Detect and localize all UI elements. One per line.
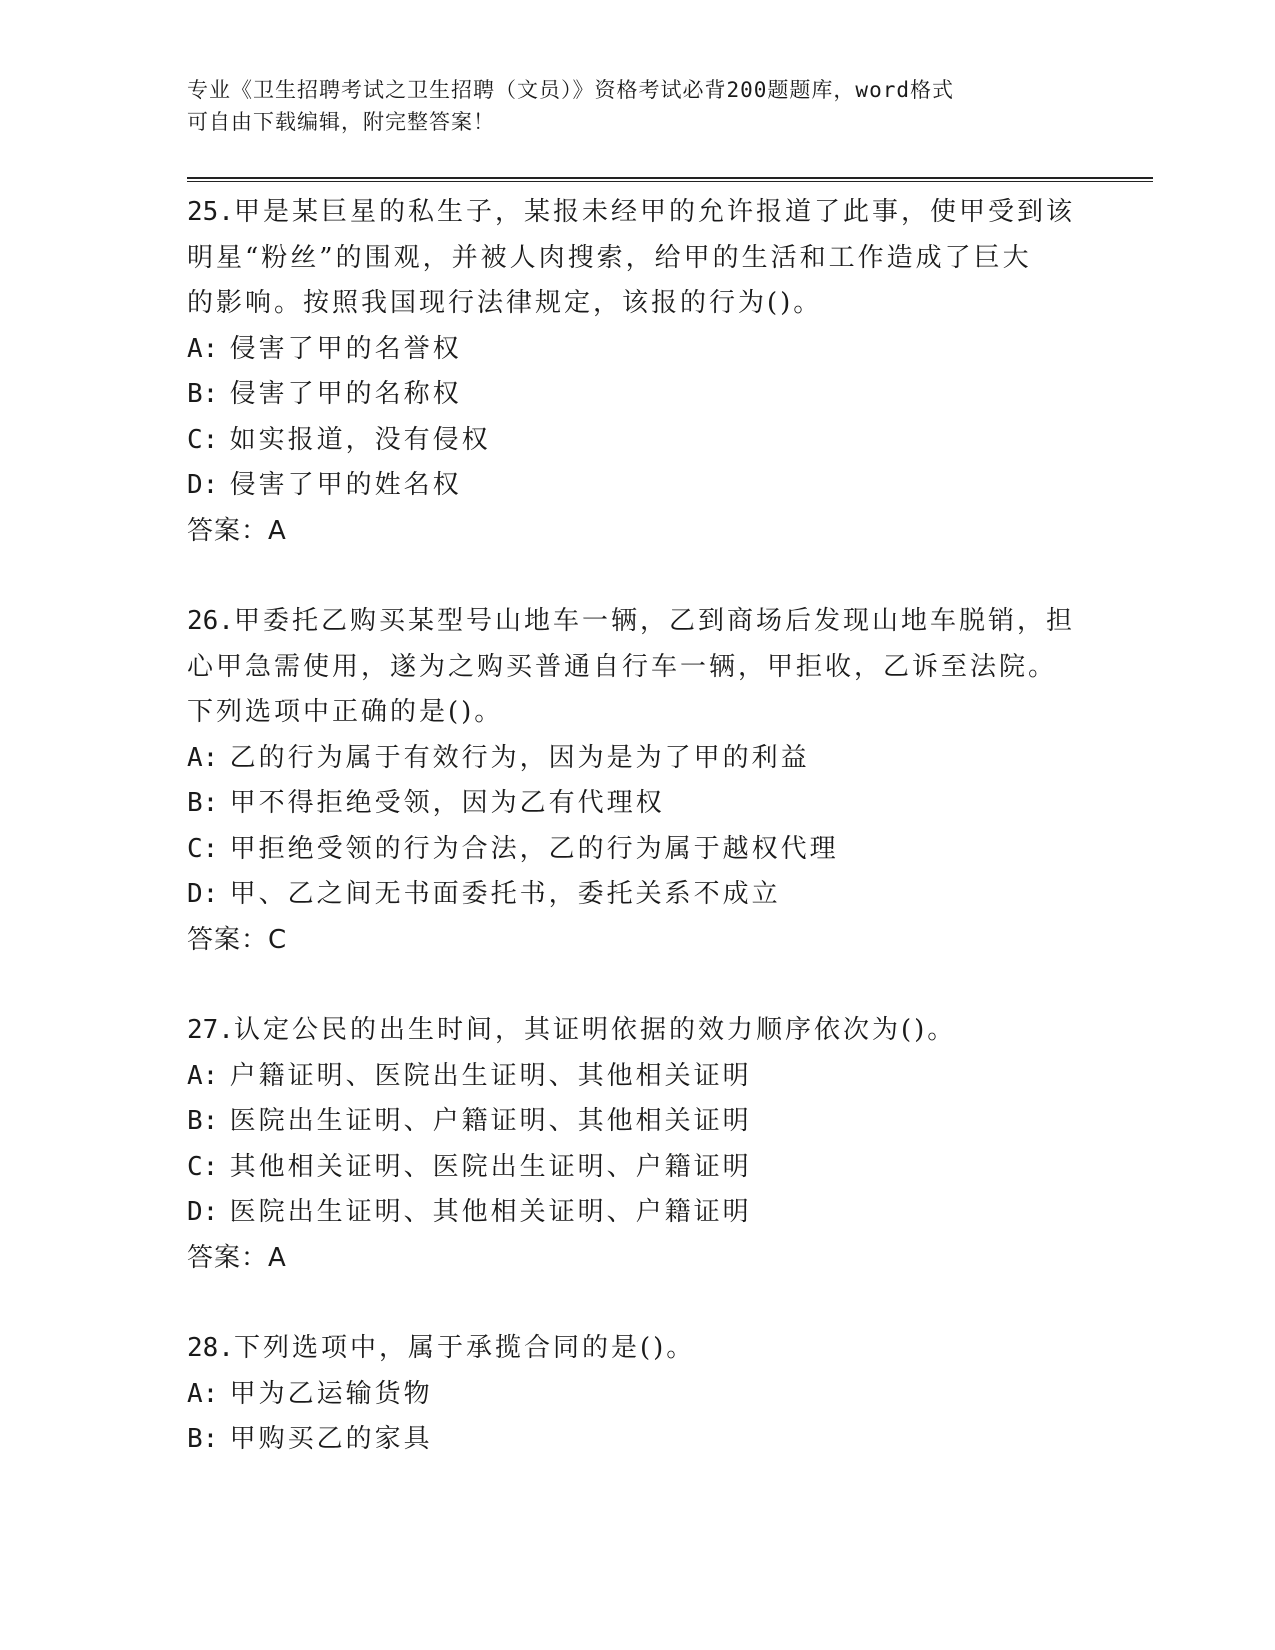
question-number: 25. (187, 197, 234, 227)
option-text: 甲不得拒绝受领，因为乙有代理权 (229, 788, 665, 818)
answer: 答案：A (187, 515, 287, 546)
option-letter: B: (187, 1424, 219, 1454)
option-text: 侵害了甲的姓名权 (229, 470, 462, 500)
stem-line: 甲委托乙购买某型号山地车一辆，乙到商场后发现山地车脱销，担 (233, 606, 1075, 636)
option-letter: C: (187, 424, 219, 455)
option-d (187, 1190, 1087, 1236)
option-text: 甲拒绝受领的行为合法，乙的行为属于越权代理 (229, 833, 839, 864)
question-number: 26. (187, 606, 234, 636)
option-text: 甲、乙之间无书面委托书，委托关系不成立 (229, 879, 781, 909)
option-text: 甲购买乙的家具 (229, 1424, 433, 1454)
question-number: 27. (187, 1015, 234, 1045)
question-28 (187, 1326, 1087, 1463)
option-text: 如实报道，没有侵权 (229, 424, 491, 455)
stem-line: 明星“粉丝”的围观，并被人肉搜索，给甲的生活和工作造成了巨大 (187, 242, 1032, 273)
option-text: 医院出生证明、户籍证明、其他相关证明 (229, 1106, 752, 1136)
option-letter: B: (187, 1106, 219, 1136)
option-text: 乙的行为属于有效行为，因为是为了甲的利益 (229, 742, 810, 773)
option-b (187, 1417, 1087, 1463)
option-d (187, 872, 1087, 918)
option-letter: C: (187, 833, 219, 864)
stem-line: 甲是某巨星的私生子，某报未经甲的允许报道了此事，使甲受到该 (233, 197, 1075, 227)
option-b (187, 1099, 1087, 1145)
option-text: 侵害了甲的名誉权 (229, 333, 462, 364)
option-c (187, 418, 1087, 464)
option-b (187, 372, 1087, 418)
option-letter: B: (187, 379, 219, 409)
option-letter: D: (187, 1197, 219, 1227)
question-25 (187, 190, 1087, 554)
question-26 (187, 599, 1087, 963)
option-a (187, 1372, 1087, 1418)
option-letter: A: (187, 742, 219, 773)
header-line-2: 可自由下载编辑，附完整答案！ (187, 110, 495, 134)
option-letter: D: (187, 879, 219, 909)
stem-line: 的影响。按照我国现行法律规定，该报的行为()。 (187, 288, 823, 318)
question-stem (187, 599, 1087, 736)
stem-line: 心甲急需使用，遂为之购买普通自行车一辆，甲拒收，乙诉至法院。 (187, 651, 1058, 682)
option-a (187, 1054, 1087, 1100)
option-text: 医院出生证明、其他相关证明、户籍证明 (229, 1197, 752, 1227)
option-letter: D: (187, 470, 219, 500)
document-header (187, 74, 1087, 138)
option-c (187, 827, 1087, 873)
option-text: 侵害了甲的名称权 (229, 379, 462, 409)
option-a (187, 736, 1087, 782)
option-letter: A: (187, 333, 219, 364)
option-d (187, 463, 1087, 509)
stem-line: 下列选项中，属于承揽合同的是()。 (233, 1333, 696, 1363)
option-b (187, 781, 1087, 827)
option-text: 其他相关证明、医院出生证明、户籍证明 (229, 1151, 752, 1182)
option-letter: A: (187, 1060, 219, 1091)
question-stem (187, 1326, 1087, 1372)
option-text: 甲为乙运输货物 (229, 1378, 433, 1409)
option-text: 户籍证明、医院出生证明、其他相关证明 (229, 1060, 752, 1091)
answer: 答案：A (187, 1242, 287, 1273)
answer: 答案：C (187, 924, 288, 955)
question-27 (187, 1008, 1087, 1281)
header-line-1: 专业《卫生招聘考试之卫生招聘（文员）》资格考试必背200题题库，word格式 (187, 78, 954, 102)
option-c (187, 1145, 1087, 1191)
header-divider (187, 177, 1153, 182)
question-number: 28. (187, 1333, 234, 1363)
question-stem (187, 190, 1087, 327)
stem-line: 下列选项中正确的是()。 (187, 697, 504, 727)
option-letter: A: (187, 1378, 219, 1409)
question-stem (187, 1008, 1087, 1054)
question-list (187, 190, 1087, 1508)
option-a (187, 327, 1087, 373)
option-letter: C: (187, 1151, 219, 1182)
option-letter: B: (187, 788, 219, 818)
stem-line: 认定公民的出生时间，其证明依据的效力顺序依次为()。 (233, 1015, 957, 1045)
